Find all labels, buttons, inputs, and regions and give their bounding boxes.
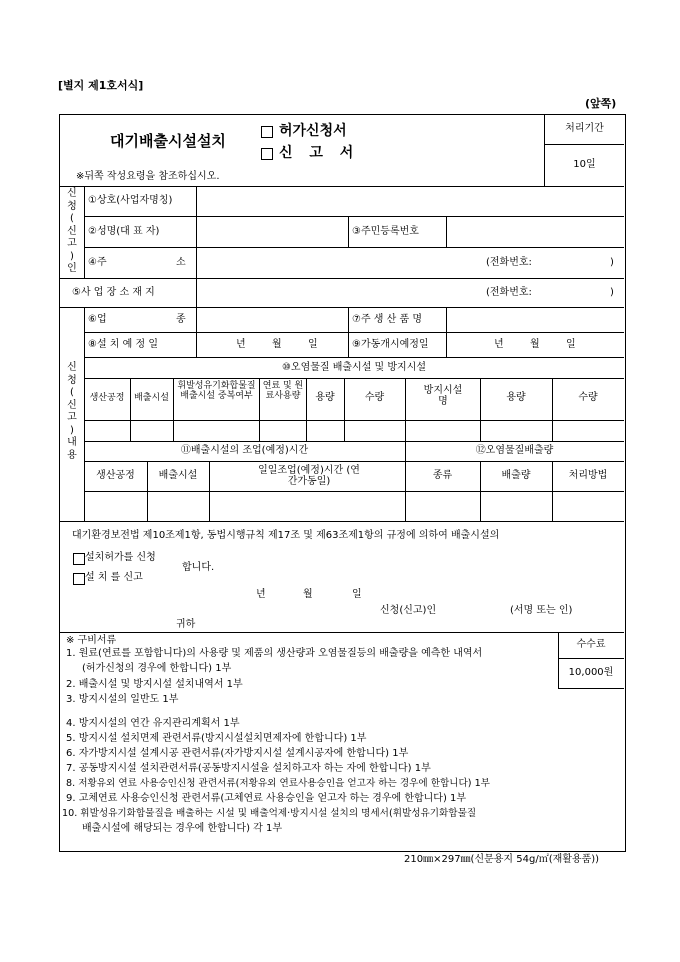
operation-date-day: 일 [566,339,576,350]
operation-time-header: ⑪배출시설의 조업(예정)시간 [180,445,309,456]
industry-label-end: 종 [176,314,186,325]
col-prevention-capacity: 용량 [506,392,526,403]
section-label-char: 신 [67,188,77,199]
col-prevention-quantity: 수량 [578,392,598,403]
company-name-label: ①상호(사업자명칭) [88,195,173,206]
emission-col-type: 종류 [432,470,453,481]
section-label-char: 고 [67,412,77,423]
declaration-text: 대기환경보전법 제10조제1항, 동법시행규칙 제17조 및 제63조제1항의 규정에 의하여 배출시설의 [72,530,500,541]
representative-name-label: ②성명(대 표 자) [88,226,160,237]
document-item: 8. 저황유외 연료 사용승인신청 관련서류(저황유외 연료사용승인을 얻고자 하는 경우에 한합니다) 1부 [66,778,490,789]
apply-permit-checkbox[interactable] [73,553,85,565]
document-item: 배출시설에 해당되는 경우에 한합니다) 각 1부 [82,823,283,834]
address-phone-close: ) [610,257,614,268]
resident-number-label: ③주민등록번호 [352,226,419,237]
section-label-char: ( [70,213,74,224]
install-date-month: 월 [272,339,282,350]
document-item: 10. 휘발성유기화합물질을 배출하는 시설 및 배출억제·방지시설 설치의 명세서(휘발성유기화합물질 [62,808,477,819]
section-label-char: ( [70,387,74,398]
operation-date-year: 년 [494,339,504,350]
documents-title: ※ 구비서류 [66,635,117,646]
apply-permit-label: 설치허가를 신청 [85,552,156,563]
form-note: ※뒤쪽 작성요령을 참조하십시오. [76,171,220,182]
page-side-label: (앞쪽) [585,97,617,110]
emission-amount-header: ⑫오염물질배출량 [475,445,554,456]
option-report-label: 신 고 서 [279,145,360,161]
applicant-section-label [65,188,79,276]
col-capacity: 용량 [315,392,335,403]
section-label-char: ) [70,250,74,262]
workplace-phone-label: (전화번호: [486,287,532,298]
declaration-verb: 합니다. [182,562,215,573]
signature-label: (서명 또는 인) [510,605,573,616]
document-item: 7. 공동방지시설 설치관련서류(공동방지시설을 설치하고자 하는 자에 한합니다) 1부 [66,763,431,774]
apply-report-checkbox[interactable] [73,573,85,585]
address-label: ④주 [88,257,107,268]
col-prevention-facility: 방지시설명 [423,385,463,407]
optime-col-facility: 배출시설 [158,470,198,481]
industry-label: ⑥업 [88,314,107,325]
emission-col-amount: 배출량 [501,470,531,481]
section-label-char: 용 [67,449,77,461]
address-label-end: 소 [176,257,186,268]
addressee-label: 귀하 [176,619,196,630]
emission-col-method: 처리방법 [568,470,608,481]
optime-col-daily-hours: 일일조업(예정)시간 (연간가동일) [258,465,360,487]
fee-label: 수수료 [576,639,606,650]
col-voc-overlap: 휘발성유기화합물질 배출시설 중복여부 [177,381,256,401]
section-label-char: 청 [67,200,77,212]
option-permit-label: 허가신청서 [279,123,347,139]
form-number: [별지 제1호서식] [58,79,144,92]
document-item: 2. 배출시설 및 방지시설 설치내역서 1부 [66,679,243,690]
section-label-char: 신 [67,362,77,373]
section-label-char: 인 [67,263,77,274]
applicant-signature-label: 신청(신고)인 [380,605,437,616]
fee-value: 10,000원 [568,667,614,678]
install-date-label: ⑧설 치 예 정 일 [88,339,158,350]
document-item: 1. 원료(연료를 포함합니다)의 사용량 및 제품의 생산량과 오염물질등의 배출량을 예측한 내역서 [66,648,483,659]
optime-col-process: 생산공정 [96,470,135,481]
document-item: 9. 고체연료 사용승인신청 관련서류(고체연료 사용승인을 얻고자 하는 경우에 한합니다) 1부 [66,793,467,804]
facility-header: ⑩오염물질 배출시설 및 방지시설 [281,362,427,373]
section-label-char: 고 [67,238,77,249]
form-title: 대기배출시설설치 [110,132,226,150]
operation-date-label: ⑨가동개시예정일 [352,339,429,350]
declaration-day: 일 [352,589,362,600]
col-fuel-usage: 연료 및 원료사용량 [262,381,304,401]
section-label-char: 신 [67,225,77,237]
declaration-month: 월 [303,589,313,600]
document-item: 5. 방지시설 설치면제 관련서류(방지시설설치면제자에 한합니다) 1부 [66,733,367,744]
processing-period-value: 10일 [573,159,596,170]
section-label-char: 신 [67,399,77,411]
section-label-char: 내 [67,437,77,448]
col-emission-facility: 배출시설 [134,393,169,403]
main-product-label: ⑦주 생 산 품 명 [352,314,422,325]
workplace-phone-close: ) [610,287,614,298]
permit-checkbox[interactable] [261,126,273,138]
processing-period-label: 처리기간 [565,123,604,134]
apply-report-label: 설 치 를 신고 [85,572,143,583]
document-item: 3. 방지시설의 일반도 1부 [66,694,179,705]
col-quantity: 수량 [364,392,385,403]
operation-date-month: 월 [530,339,540,350]
install-date-year: 년 [236,339,246,350]
content-section-label [65,362,79,462]
section-label-char: 청 [67,374,77,386]
install-date-day: 일 [308,339,318,350]
document-item: (허가신청의 경우에 한합니다) 1부 [82,663,232,674]
address-phone-label: (전화번호: [486,257,532,268]
col-production-process: 생산공정 [89,393,125,403]
document-item: 6. 자가방지시설 설계시공 관련서류(자가방지시설 설계시공자에 한합니다) 1부 [66,748,409,759]
report-checkbox[interactable] [261,148,273,160]
document-item: 4. 방지시설의 연간 유지관리계획서 1부 [66,718,240,729]
paper-spec: 210㎜×297㎜(신문용지 54g/㎡(재활용품)) [404,854,600,865]
workplace-location-label: ⑤사 업 장 소 재 지 [72,287,155,298]
section-label-char: ) [70,424,74,436]
declaration-year: 년 [256,589,266,600]
